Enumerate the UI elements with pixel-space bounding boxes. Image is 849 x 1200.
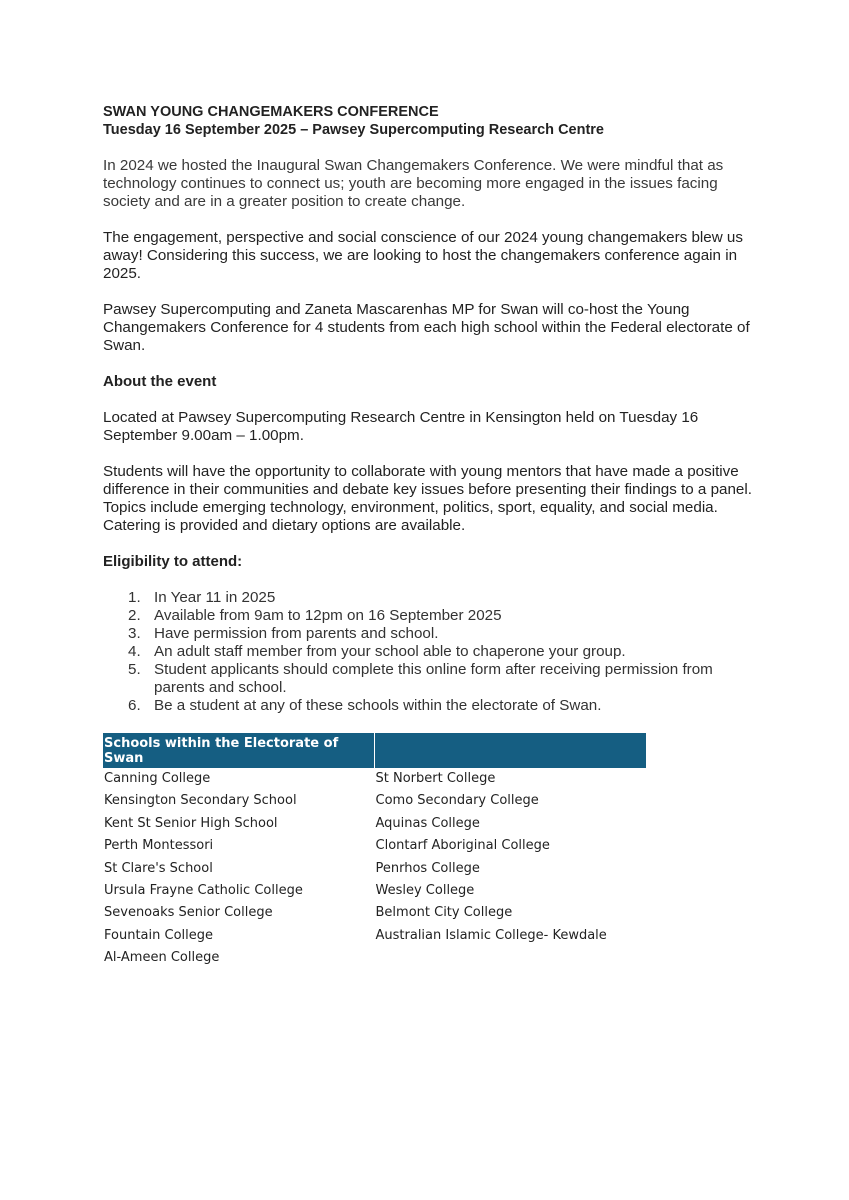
list-number: 1.: [128, 589, 141, 606]
list-number: 2.: [128, 607, 141, 624]
table-cell: Sevenoaks Senior College: [104, 905, 273, 921]
table-row: [103, 768, 646, 790]
document-subtitle: Tuesday 16 September 2025 – Pawsey Supercomputing Research Centre: [103, 122, 604, 138]
document-title: SWAN YOUNG CHANGEMAKERS CONFERENCE: [103, 104, 439, 120]
eligibility-heading: Eligibility to attend:: [103, 553, 243, 570]
list-number: 5.: [128, 661, 141, 678]
table-cell: Kent St Senior High School: [104, 815, 278, 831]
table-header-row: [103, 733, 646, 768]
table-cell: Clontarf Aboriginal College: [375, 838, 550, 854]
table-row: [103, 835, 646, 857]
table-row: [103, 947, 646, 969]
table-row: [103, 790, 646, 812]
list-item-text: In Year 11 in 2025: [154, 589, 276, 606]
table-cell: Penrhos College: [375, 860, 480, 876]
table-row: [103, 925, 646, 947]
table-cell: Kensington Secondary School: [104, 793, 297, 809]
schools-table: [103, 733, 646, 970]
list-number: 6.: [128, 697, 141, 714]
table-cell: Fountain College: [104, 927, 213, 943]
table-cell: Aquinas College: [375, 815, 480, 831]
table-cell: Perth Montessori: [104, 838, 214, 854]
table-cell: Wesley College: [375, 883, 475, 899]
list-item-text: An adult staff member from your school able to chaperone your group.: [154, 643, 626, 660]
eligibility-list: [103, 589, 753, 715]
table-cell: St Clare's School: [104, 860, 213, 876]
eligibility-item: [103, 697, 753, 715]
table-header-cell: Schools within the Electorate of Swan: [103, 733, 375, 768]
table-header-cell-empty: [375, 733, 647, 768]
table-row: [103, 813, 646, 835]
list-item-text: Have permission from parents and school.: [154, 625, 439, 642]
eligibility-item: [103, 589, 753, 607]
table-cell: Belmont City College: [375, 905, 513, 921]
list-item-text: Available from 9am to 12pm on 16 September 2025: [154, 607, 502, 624]
table-row: [103, 880, 646, 902]
list-number: 4.: [128, 643, 141, 660]
list-item-text: Be a student at any of these schools within the electorate of Swan.: [154, 697, 602, 714]
about-paragraph-2: Students will have the opportunity to collaborate with young mentors that have made a positive difference in their communities and debate key issues before presenting their findings to a panel. Topics include emerging technology, environment, politics, sport, equality, and social media.: [103, 463, 752, 516]
eligibility-item: [103, 625, 753, 643]
intro-paragraph-3: Pawsey Supercomputing and Zaneta Mascarenhas MP for Swan will co-host the Young Changemakers Conference for 4 students from each high school within the Federal electorate of Swan.: [103, 301, 750, 354]
table-row: [103, 902, 646, 924]
table-cell: Al-Ameen College: [104, 950, 220, 966]
about-heading: About the event: [103, 373, 217, 390]
eligibility-item: [103, 607, 753, 625]
about-paragraph-3: Catering is provided and dietary options are available.: [103, 517, 466, 534]
intro-paragraph-1: In 2024 we hosted the Inaugural Swan Changemakers Conference. We were mindful that as technology continues to connect us; youth are becoming more engaged in the issues facing society and are in a greater position to create change.: [103, 157, 724, 210]
list-item-text: Student applicants should complete this online form after receiving permission from parents and school.: [154, 661, 713, 696]
intro-paragraph-2: The engagement, perspective and social conscience of our 2024 young changemakers blew us away! Considering this success, we are looking to host the changemakers conference again in 2025.: [103, 229, 743, 282]
table-cell: Canning College: [104, 771, 211, 786]
list-number: 3.: [128, 625, 141, 642]
about-paragraph-1: Located at Pawsey Supercomputing Research Centre in Kensington held on Tuesday 16 September 9.00am – 1.00pm.: [103, 409, 699, 444]
table-cell: Ursula Frayne Catholic College: [104, 883, 303, 899]
eligibility-item: [103, 643, 753, 661]
table-cell: St Norbert College: [375, 771, 496, 786]
document-page: [103, 103, 753, 970]
eligibility-item: [103, 661, 753, 697]
table-row: [103, 858, 646, 880]
table-cell: Como Secondary College: [375, 793, 539, 809]
table-cell: [375, 947, 647, 969]
table-cell: Australian Islamic College- Kewdale: [375, 927, 607, 943]
